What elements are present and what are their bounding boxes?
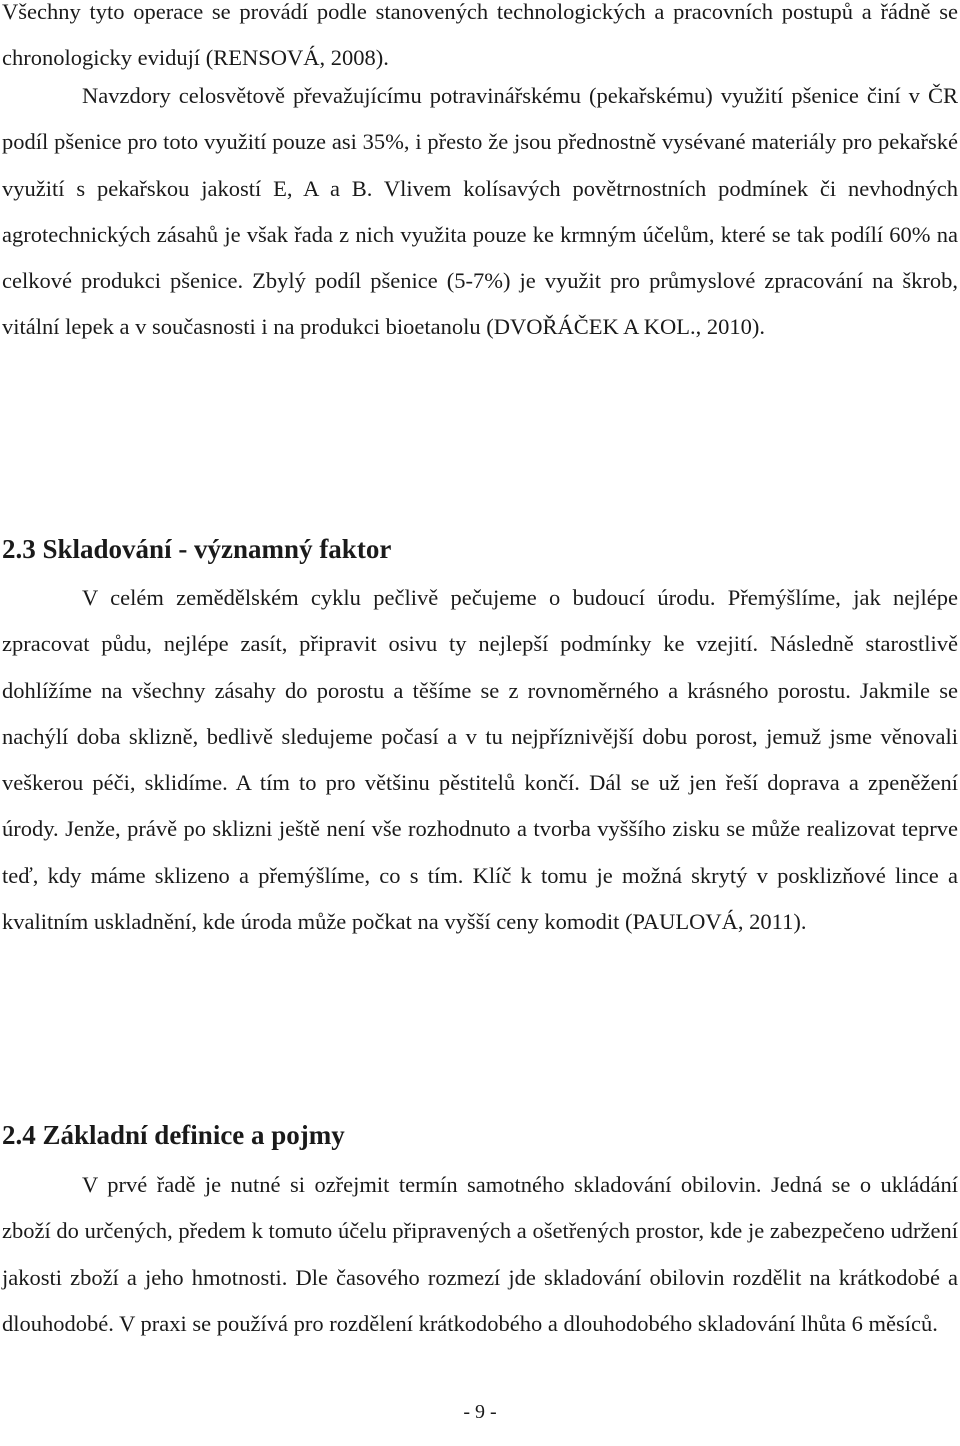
section-heading-definitions: 2.4 Základní definice a pojmy [2, 1120, 345, 1150]
paragraph-definitions: V prvé řadě je nutné si ozřejmit termín samotného skladování obilovin. Jedná se o ukládání zboží do určených, předem k tomuto účelu připravených a ošetřených prostor, kde je zabezpečeno udržení jakosti zboží a jeho hmotnosti. Dle časového rozmezí jde skladování obilovin rozdělit na krátkodobé a dlouhodobé. V praxi se používá pro rozdělení krátkodobého a dlouhodobého skladování lhůta 6 měsíců. [2, 1172, 958, 1336]
section-heading-storage: 2.3 Skladování - významný faktor [2, 534, 392, 564]
paragraph-wheat-usage: Navzdory celosvětově převažujícímu potravinářskému (pekařskému) využití pšenice činí v ČR podíl pšenice pro toto využití pouze asi 35%, i přesto že jsou přednostně vysévané materiály pro pekařské využití s pekařskou jakostí E, A a B. Vlivem kolísavých povětrnostních podmínek či nevhodných agrotechnických zásahů je však řada z nich využita pouze ke krmným účelům, které se tak podílí 60% na celkové produkci pšenice. Zbylý podíl pšenice (5-7%) je využit pro průmyslové zpracování na škrob, vitální lepek a v současnosti i na produkci bioetanolu (DVOŘÁČEK A KOL., 2010). [2, 83, 958, 340]
paragraph-continuation: Všechny tyto operace se provádí podle stanovených technologických a pracovních postupů a řádně se chronologicky evidují (RENSOVÁ, 2008). [2, 0, 958, 71]
page-number: - 9 - [463, 1401, 497, 1423]
paragraph-storage: V celém zemědělském cyklu pečlivě pečujeme o budoucí úrodu. Přemýšlíme, jak nejlépe zpracovat půdu, nejlépe zasít, připravit osivu ty nejlepší podmínky ke vzejití. Následně starostlivě dohlížíme na všechny zásahy do porostu a těšíme se z rovnoměrného a krásného porostu. Jakmile se nachýlí doba sklizně, bedlivě sledujeme počasí a v tu nejpříznivější dobu porost, jemuž jsme věnovali veškerou péči, sklidíme. A tím to pro většinu pěstitelů končí. Dál se už jen řeší doprava a zpeněžení úrody. Jenže, právě po sklizni ještě není vše rozhodnuto a tvorba vyššího zisku se může realizovat teprve teď, kdy máme sklizeno a přemýšlíme, co s tím. Klíč k tomu je možná skrytý v posklizňové lince a kvalitním uskladnění, kde úroda může počkat na vyšší ceny komodit (PAULOVÁ, 2011). [2, 585, 958, 935]
